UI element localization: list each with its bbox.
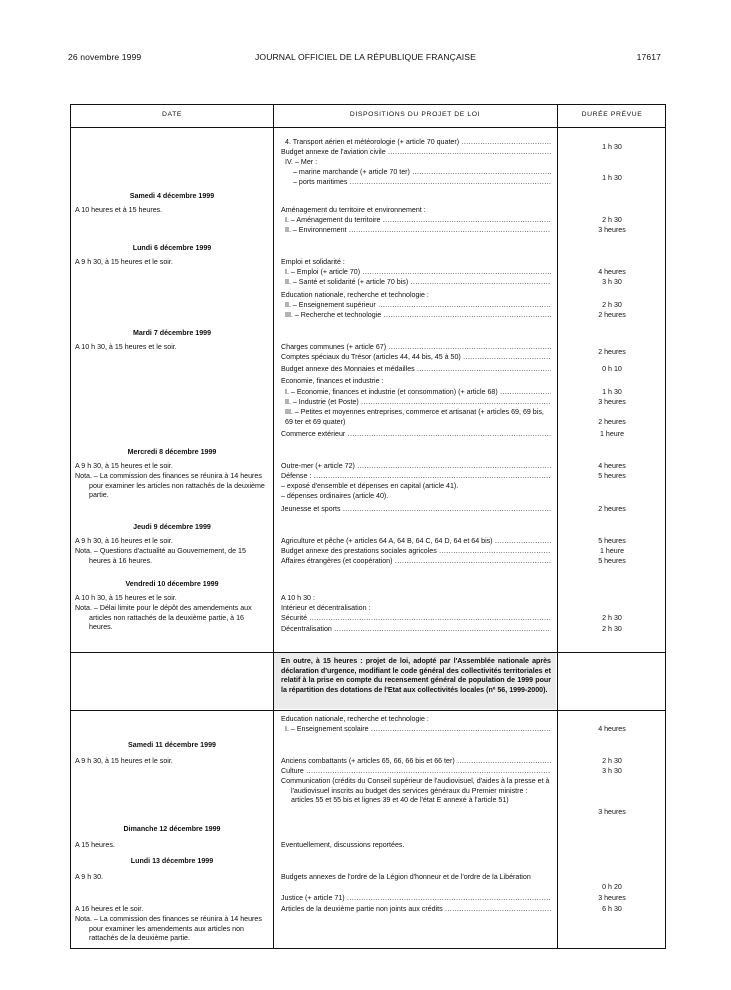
disposition-line: Charges communes (+ article 67) ..... bbox=[281, 343, 551, 353]
duration-value: 0 h 10 bbox=[602, 365, 622, 373]
duration-value: 2 heures bbox=[598, 311, 626, 319]
disposition-line: Affaires étrangères (et coopération) ..... bbox=[281, 557, 551, 567]
session-time: A 9 h 30, à 16 heures et le soir. bbox=[75, 537, 173, 545]
session-time: A 16 heures et le soir. bbox=[75, 905, 144, 913]
disposition-line: – dépenses ordinaires (article 40). bbox=[281, 492, 389, 500]
disposition-line: Agriculture et pêche (+ articles 64 A, 64 B, 64 C, 64 D, 64 et 64 bis) ..... bbox=[281, 537, 551, 547]
duration-value: 3 heures bbox=[598, 226, 626, 234]
disposition-line: IV. – Mer : bbox=[285, 158, 318, 166]
note: Nota. – Questions d'actualité au Gouvernement, de 15 heures à 16 heures. bbox=[75, 547, 246, 565]
duration-value: 1 h 30 bbox=[602, 143, 622, 151]
highlight-top-rule bbox=[71, 652, 665, 653]
day-heading: Dimanche 12 décembre 1999 bbox=[123, 825, 221, 833]
column-header-date: DATE bbox=[161, 111, 183, 118]
duration-value: 1 h 30 bbox=[602, 174, 622, 182]
day-heading: Mardi 7 décembre 1999 bbox=[132, 329, 212, 337]
disposition-line: Budget annexe de l'aviation civile ..... bbox=[281, 148, 551, 158]
column-header-duree: DURÉE PRÉVUE bbox=[581, 111, 643, 118]
disposition-line: Emploi et solidarité : bbox=[281, 258, 345, 266]
duration-value: 5 heures bbox=[598, 472, 626, 480]
disposition-line: II. – Industrie (et Poste) ..... bbox=[285, 398, 551, 408]
duration-value: 2 h 30 bbox=[602, 216, 622, 224]
duration-value: 4 heures bbox=[598, 725, 626, 733]
duration-value: 3 heures bbox=[598, 894, 626, 902]
disposition-line: II. – Environnement ..... bbox=[285, 226, 551, 236]
page-number: 17617 bbox=[636, 52, 661, 62]
additional-bill-notice: En outre, à 15 heures : projet de loi, adopté par l'Assemblée nationale après déclaration d'urgence, modifiant le code général des collectivités territoriales et relatif à la prise en compte du recensement général de population de 1999 pour la répartition des dotations de l'Etat aux collectivités locales (nº 56, 1999-2000). bbox=[281, 657, 551, 694]
disposition-line: I. – Aménagement du territoire ..... bbox=[285, 216, 551, 226]
disposition-line: Communication (crédits du Conseil supérieur de l'audiovisuel, d'aides à la presse et à l'audiovisuel inscrits au budget des services généraux du Premier ministre : articles 55 et 55 bis et lignes 39 et 40 de l'état E annexé à l'article 51) bbox=[281, 777, 550, 805]
disposition-line: I. – Enseignement scolaire ..... bbox=[285, 725, 551, 735]
disposition-line: Eventuellement, discussions reportées. bbox=[281, 841, 405, 849]
column-header-dispositions: DISPOSITIONS DU PROJET DE LOI bbox=[349, 111, 481, 118]
disposition-line: Sécurité ..... bbox=[281, 614, 551, 624]
duration-value: 3 h 30 bbox=[602, 767, 622, 775]
disposition-line: Education nationale, recherche et technologie : bbox=[281, 715, 429, 723]
duration-value: 3 heures bbox=[598, 398, 626, 406]
schedule-table bbox=[70, 104, 666, 949]
session-time: A 9 h 30. bbox=[75, 873, 104, 881]
session-time: A 9 h 30, à 15 heures et le soir. bbox=[75, 462, 173, 470]
session-time: A 10 h 30, à 15 heures et le soir. bbox=[75, 594, 177, 602]
disposition-line: – exposé d'ensemble et dépenses en capital (article 41). bbox=[281, 482, 459, 490]
duration-value: 2 heures bbox=[598, 418, 626, 426]
session-time: A 9 h 30, à 15 heures et le soir. bbox=[75, 757, 173, 765]
disposition-line: Anciens combattants (+ articles 65, 66, 66 bis et 66 ter) ..... bbox=[281, 757, 551, 767]
disposition-line: Culture ..... bbox=[281, 767, 551, 777]
duration-value: 2 h 30 bbox=[602, 301, 622, 309]
disposition-line: Budget annexe des prestations sociales agricoles ..... bbox=[281, 547, 551, 557]
disposition-line: I. – Economie, finances et industrie (et consommation) (+ article 68) ..... bbox=[285, 388, 551, 398]
duration-value: 3 heures bbox=[598, 808, 626, 816]
note: Nota. – Délai limite pour le dépôt des amendements aux articles non rattachés de la deuxième partie, à 16 heures. bbox=[75, 604, 252, 632]
day-heading: Lundi 13 décembre 1999 bbox=[130, 857, 214, 865]
duration-value: 4 heures bbox=[598, 462, 626, 470]
note: Nota. – La commission des finances se réunira à 14 heures pour examiner les articles non rattachés de la deuxième partie. bbox=[75, 472, 265, 500]
duration-value: 3 h 30 bbox=[602, 278, 622, 286]
duration-value: 4 heures bbox=[598, 268, 626, 276]
duration-value: 2 heures bbox=[598, 348, 626, 356]
disposition-line: Justice (+ article 71) ..... bbox=[281, 894, 551, 904]
disposition-line: A 10 h 30 : bbox=[281, 594, 315, 602]
disposition-line: Comptes spéciaux du Trésor (articles 44, 44 bis, 45 à 50) ..... bbox=[281, 353, 551, 363]
column-divider bbox=[273, 105, 274, 948]
duration-value: 2 h 30 bbox=[602, 614, 622, 622]
session-time: A 9 h 30, à 15 heures et le soir. bbox=[75, 258, 173, 266]
disposition-line: Jeunesse et sports ..... bbox=[281, 505, 551, 515]
disposition-line: II. – Enseignement supérieur ..... bbox=[285, 301, 551, 311]
disposition-line: Commerce extérieur ..... bbox=[281, 430, 551, 440]
note: Nota. – La commission des finances se réunira à 14 heures pour examiner les amendements aux articles non rattachés de la deuxième partie. bbox=[75, 915, 262, 943]
day-heading: Samedi 4 décembre 1999 bbox=[129, 192, 215, 200]
disposition-line: Articles de la deuxième partie non joints aux crédits ..... bbox=[281, 905, 551, 915]
session-time: A 15 heures. bbox=[75, 841, 115, 849]
disposition-line: – ports maritimes ..... bbox=[293, 178, 551, 188]
header-rule bbox=[71, 127, 665, 128]
duration-value: 1 h 30 bbox=[602, 388, 622, 396]
day-heading: Lundi 6 décembre 1999 bbox=[132, 244, 212, 252]
duration-value: 2 h 30 bbox=[602, 757, 622, 765]
disposition-line: III. – Recherche et technologie ..... bbox=[285, 311, 551, 321]
disposition-line: III. – Petites et moyennes entreprises, commerce et artisanat (+ articles 69, 69 bis, 69 ter et 69 quater) bbox=[285, 408, 544, 426]
disposition-line: Décentralisation ..... bbox=[281, 625, 551, 635]
disposition-line: Economie, finances et industrie : bbox=[281, 377, 384, 385]
day-heading: Jeudi 9 décembre 1999 bbox=[133, 523, 211, 531]
day-heading: Mercredi 8 décembre 1999 bbox=[127, 448, 217, 456]
disposition-line: Aménagement du territoire et environnement : bbox=[281, 206, 426, 214]
highlight-bottom-rule bbox=[71, 710, 665, 711]
duration-value: 2 h 30 bbox=[602, 625, 622, 633]
disposition-line: Budget annexe des Monnaies et médailles ..... bbox=[281, 365, 551, 375]
disposition-line: Outre-mer (+ article 72) ..... bbox=[281, 462, 551, 472]
disposition-line: II. – Santé et solidarité (+ article 70 bis) ..... bbox=[285, 278, 551, 288]
duration-value: 5 heures bbox=[598, 537, 626, 545]
duration-value: 2 heures bbox=[598, 505, 626, 513]
duration-value: 1 heure bbox=[599, 547, 625, 555]
disposition-line: Budgets annexes de l'ordre de la Légion d'honneur et de l'ordre de la Libération bbox=[281, 873, 531, 881]
session-time: A 10 heures et à 15 heures. bbox=[75, 206, 163, 214]
day-heading: Vendredi 10 décembre 1999 bbox=[125, 580, 219, 588]
session-time: A 10 h 30, à 15 heures et le soir. bbox=[75, 343, 177, 351]
disposition-line: 4. Transport aérien et météorologie (+ article 70 quater) ..... bbox=[285, 138, 551, 148]
disposition-line: Défense : ..... bbox=[281, 472, 551, 482]
disposition-line: – marine marchande (+ article 70 ter) ..... bbox=[293, 168, 551, 178]
day-heading: Samedi 11 décembre 1999 bbox=[128, 741, 216, 749]
duration-value: 0 h 20 bbox=[602, 883, 622, 891]
duration-value: 6 h 30 bbox=[602, 905, 622, 913]
duration-value: 1 heure bbox=[599, 430, 625, 438]
duration-value: 5 heures bbox=[598, 557, 626, 565]
disposition-line: I. – Emploi (+ article 70) ..... bbox=[285, 268, 551, 278]
disposition-line: Intérieur et décentralisation : bbox=[281, 604, 371, 612]
disposition-line: Education nationale, recherche et technologie : bbox=[281, 291, 429, 299]
header-date: 26 novembre 1999 bbox=[68, 52, 142, 62]
header-title: JOURNAL OFFICIEL DE LA RÉPUBLIQUE FRANÇAISE bbox=[255, 52, 476, 62]
